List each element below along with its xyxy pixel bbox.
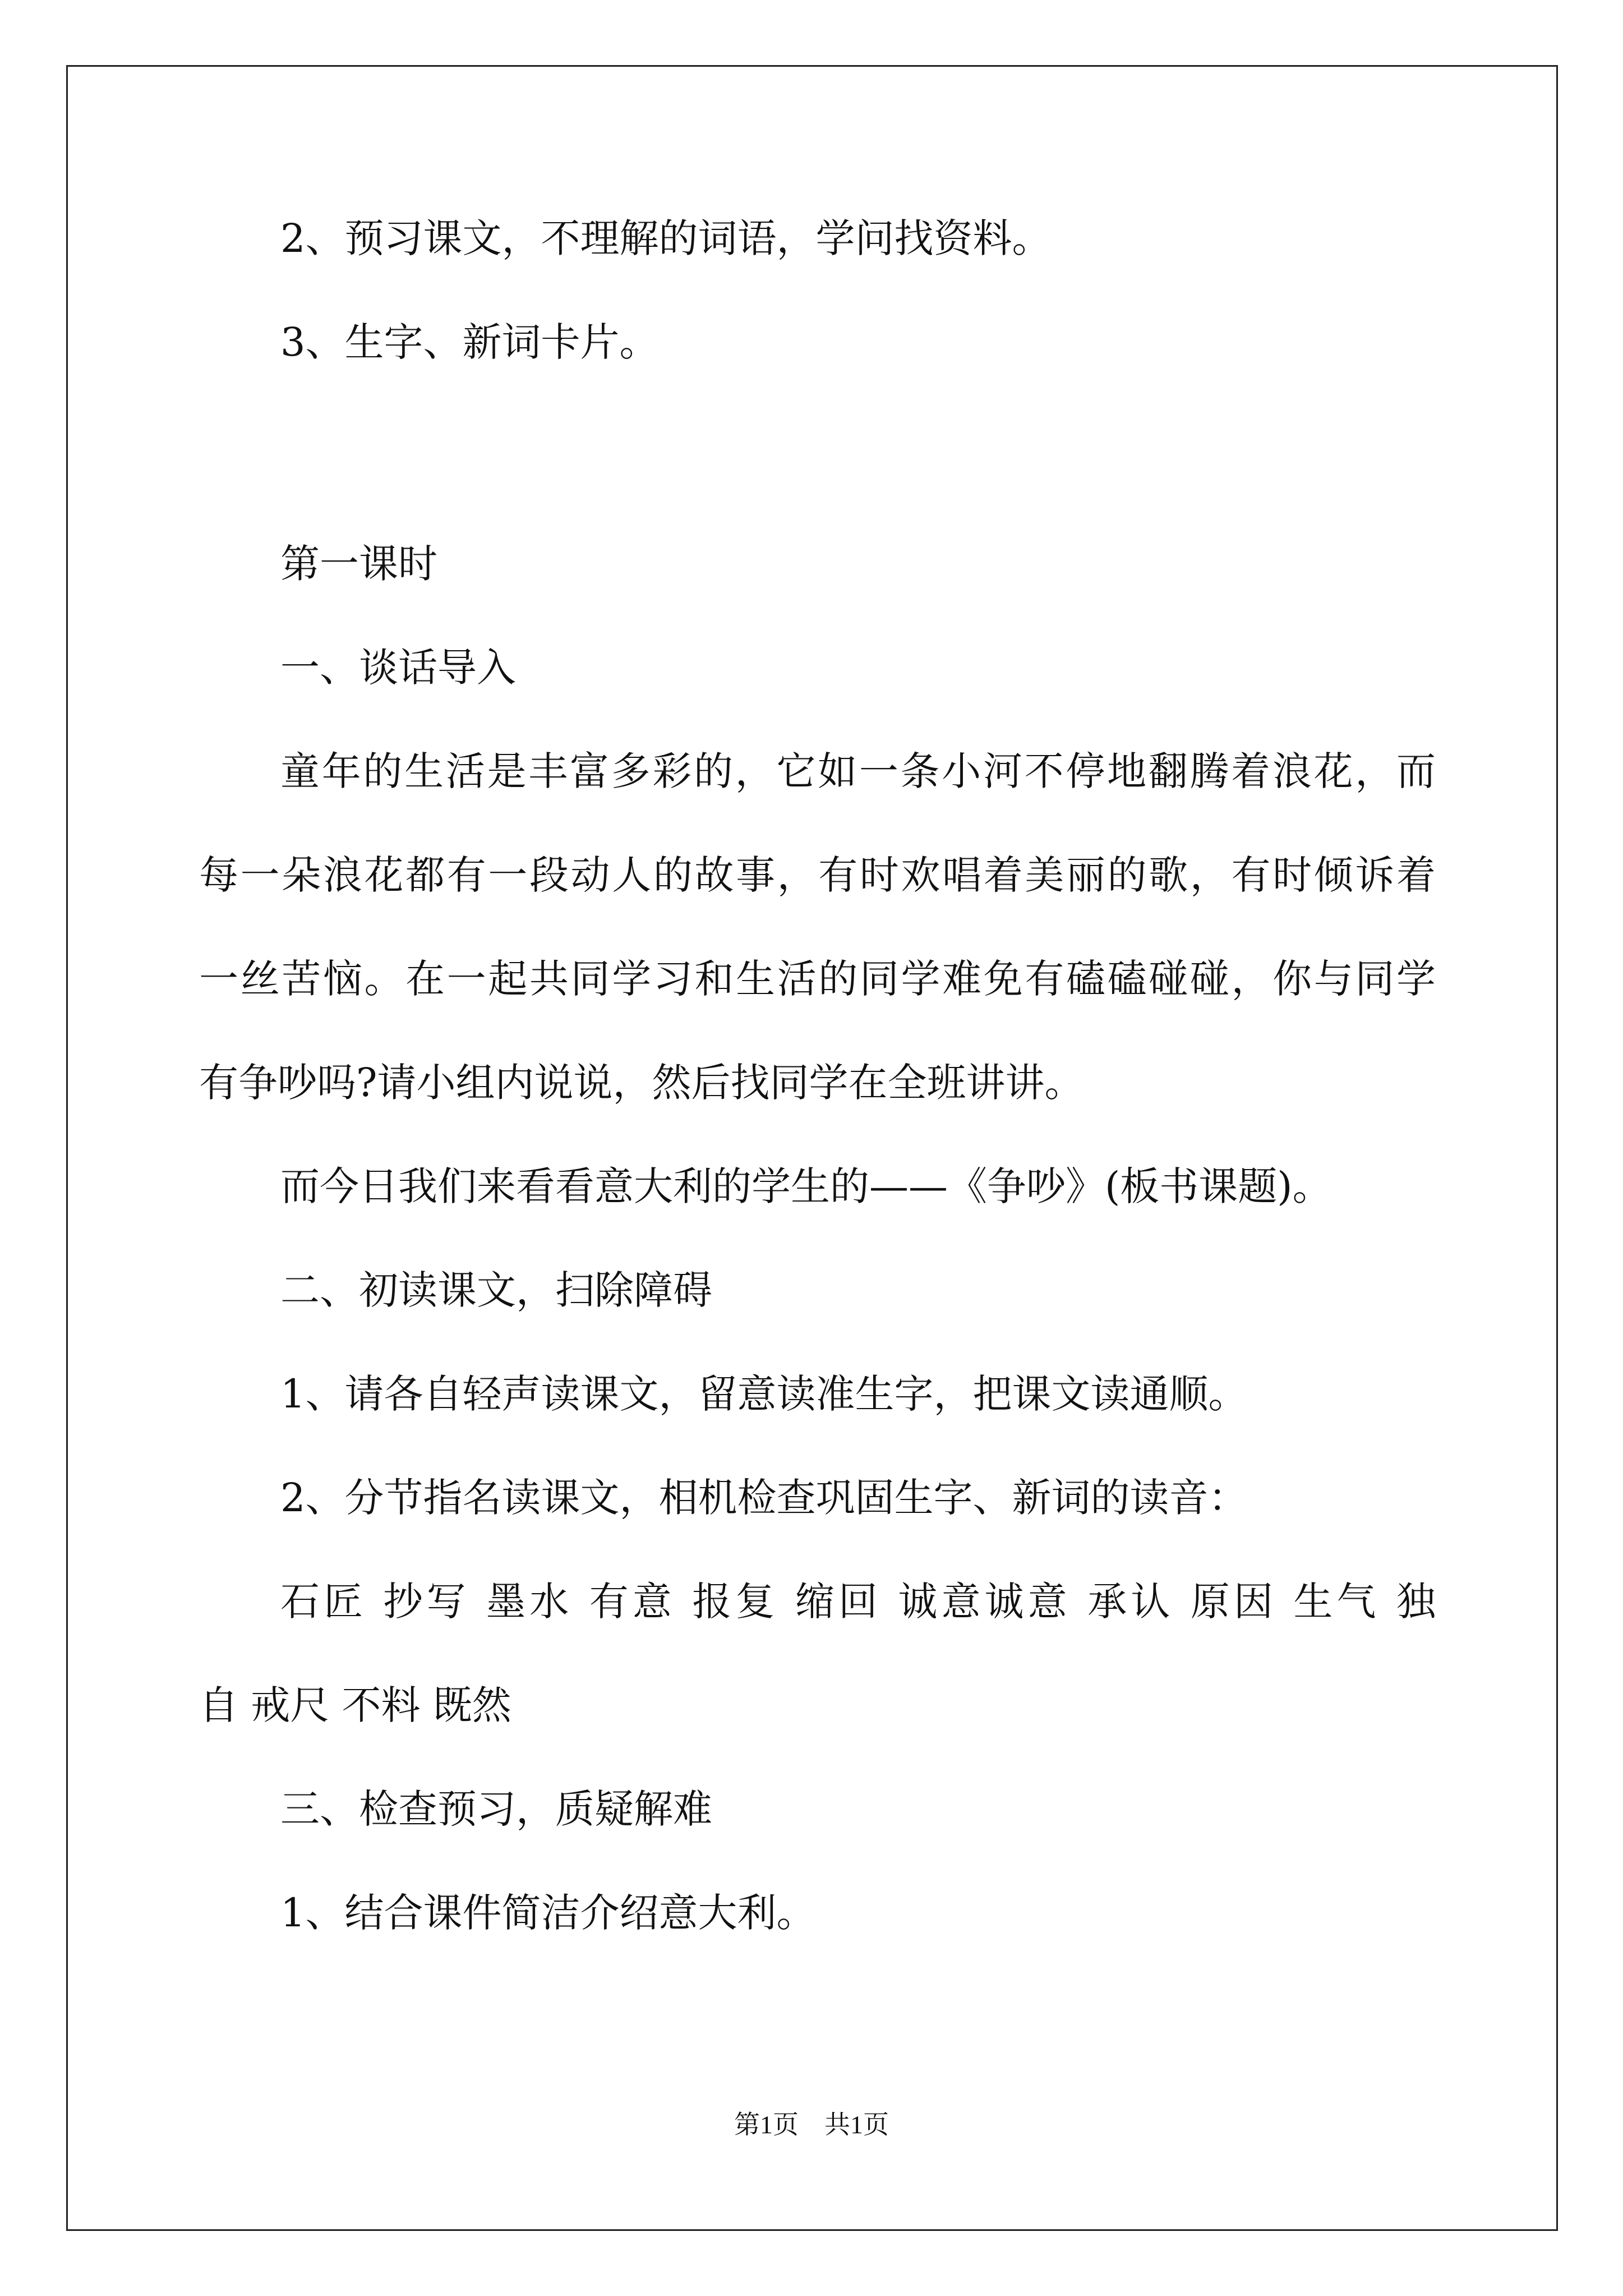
section-heading-preview-check: 三、检查预习，质疑解难 bbox=[280, 1786, 712, 1832]
text-line-lesson-title: 而今日我们来看看意大利的学生的——《争吵》(板书课题)。 bbox=[280, 1163, 1332, 1209]
page-number-footer: 第1页 共1页 bbox=[734, 2110, 889, 2139]
paragraph-line-2: 每一朵浪花都有一段动人的故事，有时欢唱着美丽的歌，有时倾诉着 bbox=[199, 852, 1436, 898]
text-line-step-3: 1、结合课件简洁介绍意大利。 bbox=[280, 1890, 816, 1936]
text-line-step-1: 1、请各自轻声读课文，留意读准生字，把课文读通顺。 bbox=[280, 1371, 1248, 1417]
section-heading-first-lesson: 第一课时 bbox=[280, 541, 437, 587]
vocabulary-line-1: 石匠 抄写 墨水 有意 报复 缩回 诚意诚意 承认 原因 生气 独 bbox=[280, 1579, 1436, 1625]
text-line-step-2: 2、分节指名读课文，相机检查巩固生字、新词的读音： bbox=[280, 1475, 1248, 1521]
vocabulary-line-2: 自 戒尺 不料 既然 bbox=[199, 1682, 511, 1728]
text-line-2: 3、生字、新词卡片。 bbox=[280, 319, 659, 365]
paragraph-line-1: 童年的生活是丰富多彩的，它如一条小河不停地翻腾着浪花，而 bbox=[280, 748, 1436, 794]
paragraph-line-4: 有争吵吗?请小组内说说，然后找同学在全班讲讲。 bbox=[199, 1060, 1084, 1106]
section-heading-intro: 一、谈话导入 bbox=[280, 645, 516, 691]
paragraph-line-3: 一丝苦恼。在一起共同学习和生活的同学难免有磕磕碰碰，你与同学 bbox=[199, 956, 1436, 1002]
section-heading-first-reading: 二、初读课文，扫除障碍 bbox=[280, 1267, 712, 1313]
text-line-1: 2、预习课文，不理解的词语，学问找资料。 bbox=[280, 215, 1052, 261]
